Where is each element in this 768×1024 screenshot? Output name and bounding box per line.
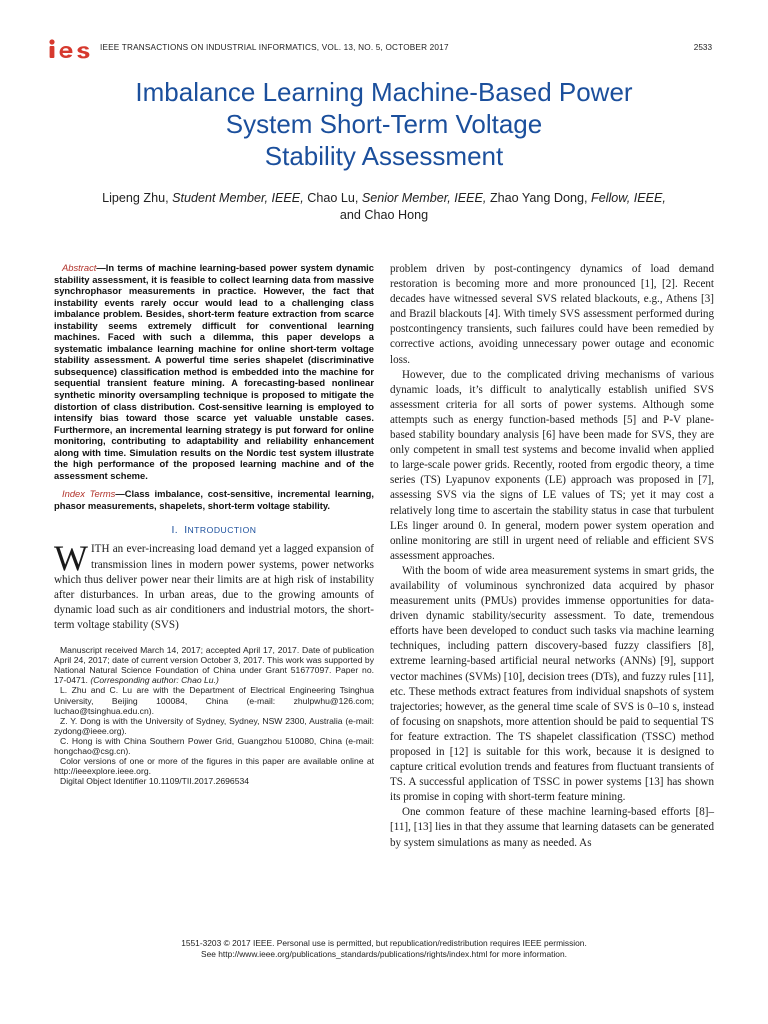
index-terms-label: Index Terms [62,488,116,500]
right-column [390,262,714,851]
author-list [60,190,708,224]
body-paragraph: However, due to the complicated driving mechanisms of various dynamic loads, it’s difficult to analytically establish unified SVS assessment criteria for all sorts of power systems. Although some attempts such as energy function-based methods [5] and P-V plane-based stability boundary analysis [6] have been made for SVS, they are only competent in small test systems and become invalid when applied to large-scale power grids. Recently, rooted from ergodic theory, a time series (TS) Lyapunov exponents (LE) approach was proposed in [7], assessing SVS via the signs of LE values of TS; yet it may cost a relatively long time to ascertain the stability status in case that turbulent LEs linger around 0. In general, modern power system operation and online monitoring are still in urgent need of reliable and efficient SVS assessment approaches. [390,368,714,562]
title-line: Imbalance Learning Machine-Based Power [135,77,633,107]
section-heading-introduction: I. INTRODUCTION [171,525,257,537]
running-header [48,38,712,60]
footnote-affiliation: L. Zhu and C. Lu are with the Department of Electrical Engineering Tsinghua University, Beijing 100084, China (e-mail: zhulpwhu@126.com; luchao@tsinghua.edu.cn). [54,685,374,716]
footnote-affiliation: C. Hong is with China Southern Power Grid, Guangzhou 510080, China (e-mail: hongchao@csg.cn). [54,735,374,756]
drop-cap: W [54,538,88,579]
title-line: Stability Assessment [264,141,504,171]
paper-title [60,76,708,172]
intro-paragraph [54,538,374,633]
footnote-manuscript: Manuscript received March 14, 2017; accepted April 17, 2017. Date of publication April 24, 2017; date of current version October 3, 2017. This work was supported by National Natural Science Foundation of China under Grant 51677097. Paper no. 17-0471. (Corresponding author: Chao Lu.) [54,645,374,686]
author-name: and Chao Hong [339,208,429,222]
body-paragraph: One common feature of these machine learning-based efforts [8]–[11], [13] lies in that they assume that learning datasets can be generated by system simulations as many as needed. As [390,806,714,849]
title-line: System Short-Term Voltage [225,109,543,139]
author-name: Lipeng Zhu, [102,191,169,205]
footnote-affiliation: Z. Y. Dong is with the University of Sydney, Sydney, NSW 2300, Australia (e-mail: zydong@ieee.org). [54,715,374,736]
abstract-label: Abstract [62,262,97,273]
ies-logo-icon [48,38,92,60]
page-number: 2533 [693,43,712,52]
abstract-text: —In terms of machine learning-based power system dynamic stability assessment, it is feasible to collect learning data from massive synchrophasor measurements in practice. However, the fact that instability events rarely occur would lead to a challenging class imbalance problem. Besides, short-term feature extraction from scarce instability seems extremely difficult for conventional learning machines. Faced with such a dilemma, this paper develops a systematic imbalance learning machine for online short-term voltage stability assessment. A powerful time series shapelet (discriminative subsequence) classification method is embedded into the machine for sequential transient feature mining. A forecasting-based nonlinear synthetic minority oversampling technique is proposed to mitigate the distortion of class distribution. Cost-sensitive learning is employed to intensify bias toward those scarce yet valuable unstable cases. Furthermore, an incremental learning strategy is put forward for online monitoring, contributing to adaptability and reliability enhancement along with time. Simulation results on the Nordic test system illustrate the high performance of the proposed learning machine and of the assessment scheme. [54,262,374,481]
rights-line: See http://www.ieee.org/publications_standards/publications/rights/index.html for more information. [201,949,567,959]
author-role: Senior Member, IEEE, [361,191,487,205]
author-role: Fellow, IEEE, [591,191,666,205]
author-name: Chao Lu, [307,191,359,205]
intro-text: ITH an ever-increasing load demand yet a lagged expansion of transmission lines in modern power systems, power networks which thus deliver power near their limits are at high risk of instability after disturbances. In urban areas, due to the growing amounts of dynamic load such as air conditioners and industrial motors, the short-term voltage stability (SVS) [54,543,374,631]
copyright-footer [60,938,708,960]
index-terms [54,488,374,511]
index-terms-text: —Class imbalance, cost-sensitive, incremental learning, phasor measurements, shapelets, short-term voltage stability. [54,488,374,511]
footnote-doi: Digital Object Identifier 10.1109/TII.2017.2696534 [60,776,250,787]
journal-name: IEEE TRANSACTIONS ON INDUSTRIAL INFORMATICS, VOL. 13, NO. 5, OCTOBER 2017 [100,43,449,52]
copyright-line: 1551-3203 © 2017 IEEE. Personal use is permitted, but republication/redistribution requires IEEE permission. [181,938,587,948]
footnotes [54,645,374,786]
footnote-color: Color versions of one or more of the figures in this paper are available online at http://ieeexplore.ieee.org. [54,756,374,777]
body-paragraph: problem driven by post-contingency dynamics of load demand restoration is becoming more and more pronounced [1], [2]. Recent decades have witnessed several SVS related blackouts, e.g., Athens [3] and Brazil blackouts [4]. With timely SVS assessment performed during postcontingency transients, such failures could have been remedied by corrective actions, avoiding unnecessary power outage and economic loss. [390,263,714,366]
author-name: Zhao Yang Dong, [489,191,588,205]
author-role: Student Member, IEEE, [172,191,304,205]
left-column [54,262,374,786]
abstract [54,262,374,481]
body-paragraph: With the boom of wide area measurement systems in smart grids, the availability of voluminous synchronized data acquired by phasor measurement units (PMUs) provides immense opportunities for data-driven dynamic stability/security assessment. To date, tremendous efforts have been developed to conduct such tasks via machine learning techniques, including pattern discovery-based fuzzy classifiers [8], extreme learning-based artificial neural networks (ANNs) [9], support vector machines (SVMs) [10], decision trees (DTs), and fuzzy rules [11], etc. These methods extract features from individual snapshots of system trajectories; however, as the general time scale of SVS is 0–10 s, instead of focusing on snapshots, more attention should be paid to sequential TS for feature extraction. The TS shapelet classification (TSSC) method proposed in [12] is suitable for this work, because it is designed to capture critical evolution trends and features from fluctuant transients of TS. A successful application of TSSC in power systems [13] has shown its promise in coping with short-term feature mining. [390,564,714,804]
